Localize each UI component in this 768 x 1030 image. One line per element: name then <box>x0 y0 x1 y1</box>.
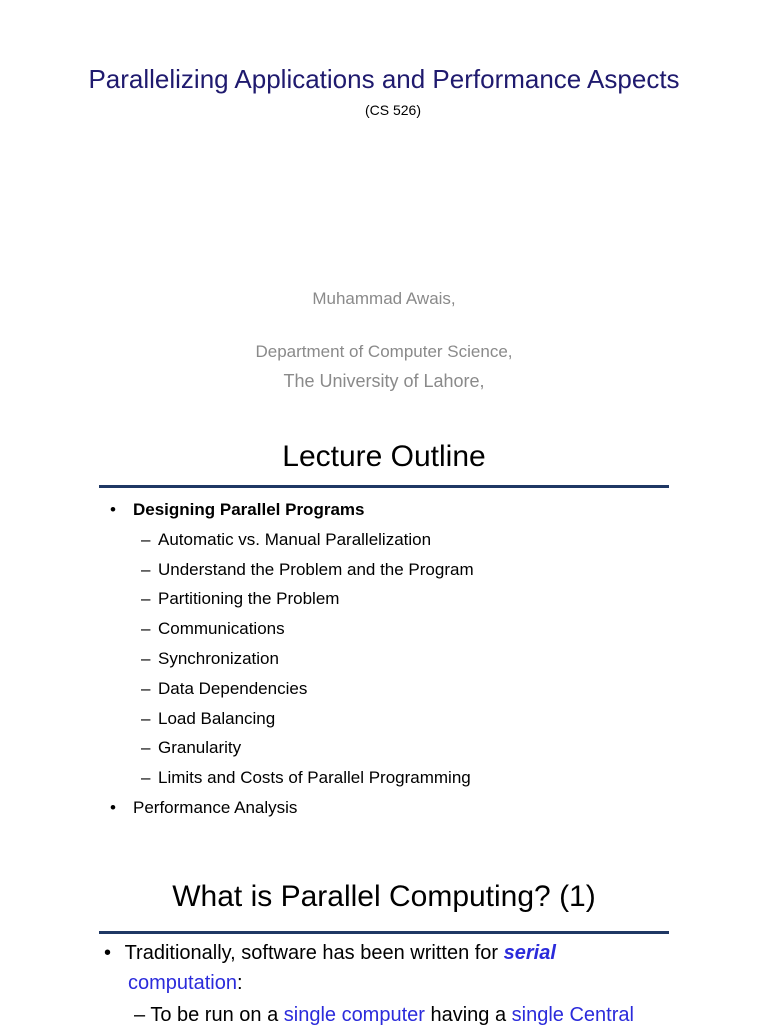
outline-divider <box>99 485 669 488</box>
bullet-marker: • <box>110 500 116 519</box>
parallel-body <box>104 938 634 1026</box>
dash-marker: – <box>141 559 151 579</box>
outline-item-text: Load Balancing <box>158 708 276 728</box>
dash-marker: – <box>141 768 151 788</box>
author-university: The University of Lahore, <box>283 371 485 391</box>
outline-item-text: Synchronization <box>158 648 279 668</box>
outline-item-text: Partitioning the Problem <box>158 589 340 609</box>
computation-line <box>104 968 556 998</box>
dash-marker: – <box>134 1004 146 1026</box>
dash-marker: – <box>141 708 151 728</box>
sub-bullet-line <box>134 1000 634 1030</box>
parallel-heading: What is Parallel Computing? (1) <box>172 880 596 913</box>
author-name: Muhammad Awais, <box>312 289 456 308</box>
slide-title: Parallelizing Applications and Performance Aspects <box>88 64 680 94</box>
outline-item-text: Granularity <box>158 738 242 758</box>
outline-item-text: Automatic vs. Manual Parallelization <box>158 529 432 549</box>
author-department: Department of Computer Science, <box>255 342 513 361</box>
serial-sentence-prefix: Traditionally, software has been written for <box>124 942 504 964</box>
sub-text-a: To be run on a <box>145 1004 284 1026</box>
dash-marker: – <box>141 648 151 668</box>
title-slide <box>0 0 768 420</box>
bullet-line-serial <box>104 938 556 968</box>
dash-marker: – <box>141 529 151 549</box>
computation-link: computation <box>128 972 237 994</box>
single-computer-link: single computer <box>283 1004 425 1026</box>
sub-text-b: having a <box>424 1004 512 1026</box>
outline-item-text: Limits and Costs of Parallel Programming <box>158 768 471 788</box>
bullet-marker: • <box>110 797 116 817</box>
outline-item-text: Performance Analysis <box>133 797 298 817</box>
dash-marker: – <box>141 678 151 698</box>
dash-marker: – <box>141 619 151 639</box>
outline-item-text: Understand the Problem and the Program <box>158 559 474 579</box>
parallel-divider <box>99 931 669 934</box>
dash-marker: – <box>141 738 151 758</box>
serial-emphasis: serial <box>503 942 556 964</box>
bullet-marker: • <box>104 942 112 964</box>
outline-item-text: Data Dependencies <box>158 678 308 698</box>
dash-marker: – <box>141 589 151 609</box>
outline-item-text: Communications <box>158 619 285 639</box>
course-code: (CS 526) <box>364 102 422 118</box>
single-central-link: single Central <box>511 1004 634 1026</box>
outline-heading: Lecture Outline <box>282 440 486 473</box>
outline-item-text: Designing Parallel Programs <box>133 500 365 519</box>
computation-colon: : <box>236 972 243 994</box>
